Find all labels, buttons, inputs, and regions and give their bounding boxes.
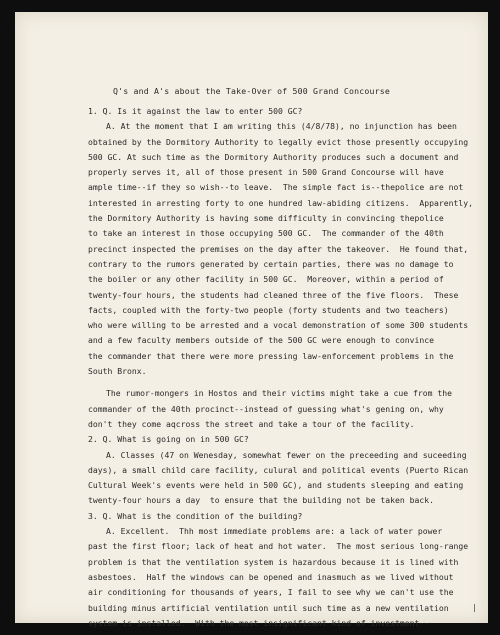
- answer-3-line: past the first floor; lack of heat and hot water. The most serious long-range: [88, 541, 469, 552]
- answer-1-line: contrary to the rumors generated by certain parties, there was no damage to: [88, 258, 454, 269]
- answer-2-line: Cultural Week's events were held in 500 GC), and students sleeping and eating: [88, 480, 464, 491]
- answer-1-line: precinct inspected the premises on the day after the takeover. He found that,: [88, 243, 469, 254]
- answer-1-line: to take an interest in those occupying 500 GC. The commander of the 40th: [88, 228, 444, 239]
- document-body: [88, 104, 473, 631]
- answer-1-line: ample time--if they so wish--to leave. The simple fact is--thepolice are not: [88, 182, 464, 193]
- document-page: [15, 12, 488, 628]
- followup-line: commander of the 40th procinct--instead of guessing what's gening on, why: [88, 403, 444, 414]
- answer-1-line: South Bronx.: [88, 366, 147, 377]
- question-2: 2. Q. What is going on in 500 GC?: [88, 434, 249, 445]
- answer-1-line: obtained by the Dormitory Authority to legally evict those presently occupying: [88, 136, 469, 147]
- answer-3-line: asbestoes. Half the windows can be opened and inasmuch as we lived without: [88, 571, 454, 582]
- answer-3-line: air conditioning for thousands of years, I fail to see why we can't use the: [88, 587, 454, 598]
- answer-3-line: building minus artificial ventilation until such time as a new ventilation: [88, 602, 449, 613]
- answer-3-line: problem is that the ventilation system is hazardous because it is lined with: [88, 556, 459, 567]
- answer-1-line: 500 GC. At such time as the Dormitory Authority produces such a document and: [88, 151, 459, 162]
- question-3: 3. Q. What is the condition of the building?: [88, 510, 303, 521]
- answer-3-line: system is installed. With the most insignificant kind of investment--: [88, 617, 430, 628]
- answer-3-line: A. Excellent. Thh most immediate problems are: a lack of water power: [106, 526, 443, 537]
- answer-1-line: twenty-four hours, the students had cleaned three of the five floors. These: [88, 289, 459, 300]
- answer-1-line: the Dormitory Authority is having some difficulty in convincing thepolice: [88, 213, 444, 224]
- page-edge-mark: [471, 604, 475, 612]
- question-1: 1. Q. Is it against the law to enter 500 GC?: [88, 106, 303, 116]
- followup-line: The rumor-mongers in Hostos and their victims might take a cue from the: [106, 388, 452, 399]
- answer-1-line: the commander that there were more pressing law-enforcement problems in the: [88, 350, 454, 361]
- document-title: Q's and A's about the Take-Over of 500 Grand Concourse: [113, 86, 390, 96]
- answer-2-line: A. Classes (47 on Wenesday, somewhat fewer on the preceeding and suceeding: [106, 449, 467, 460]
- answer-1-line: the boiler or any other facility in 500 GC. Moreover, within a period of: [88, 274, 444, 285]
- answer-1-line: who were willing to be arrested and a vocal demonstration of some 300 students: [88, 320, 469, 331]
- answer-2-line: twenty-four hours a day to ensure that the building not be taken back.: [88, 495, 434, 506]
- answer-1-line: facts, coupled with the forty-two people (forty students and two teachers): [88, 304, 449, 315]
- answer-2-line: days), a small child care facility, culural and political events (Puerto Rican: [88, 464, 469, 475]
- followup-line: don't they come aqcross the street and take a tour of the facility.: [88, 418, 415, 429]
- answer-1-line: and a few faculty members outside of the 500 GC were enough to convince: [88, 335, 434, 346]
- answer-1-line: interested in arresting forty to one hundred law-abiding citizens. Apparently,: [88, 197, 473, 208]
- answer-1-line: A. At the moment that I am writing this (4/8/78), no injunction has been: [106, 121, 457, 132]
- answer-1-line: properly serves it, all of those present in 500 Grand Concourse will have: [88, 167, 444, 178]
